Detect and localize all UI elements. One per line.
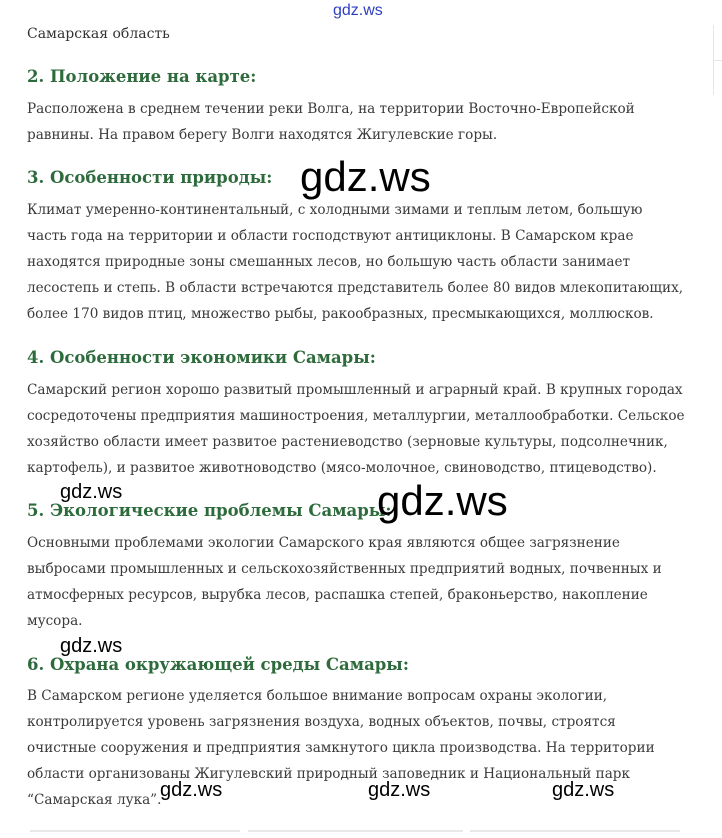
section-heading-economy: 4. Особенности экономики Самары:	[27, 348, 376, 367]
text-line: очистные сооружения и предприятия замкнутого цикла производства. На территории	[27, 740, 655, 756]
text-line: области организованы Жигулевский природный заповедник и Национальный парк	[27, 766, 631, 782]
intro-text: Самарская область	[27, 26, 170, 42]
section-heading-ecology: 5. Экологические проблемы Самары:	[27, 501, 392, 520]
text-line: Расположена в среднем течении реки Волга, на территории Восточно-Европейской	[27, 101, 635, 117]
watermark: gdz.ws	[368, 779, 431, 801]
text-line: атмосферных ресурсов, вырубка лесов, распашка степей, браконьерство, накопление	[27, 587, 648, 603]
right-edge-panel-inner	[713, 60, 722, 91]
footer-divider	[248, 830, 463, 832]
footer-divider	[470, 830, 680, 832]
text-line: сосредоточены предприятия машиностроения, металлургии, металлообработки. Сельское	[27, 408, 685, 424]
text-line: лесостепь и степь. В области встречаются представитель более 80 видов млекопитающих,	[27, 280, 684, 296]
section-heading-protection: 6. Охрана окружающей среды Самары:	[27, 655, 409, 674]
watermark-top: gdz.ws	[333, 2, 383, 19]
section-heading-location: 2. Положение на карте:	[27, 67, 257, 86]
text-line: Основными проблемами экологии Самарского края являются общее загрязнение	[27, 535, 620, 551]
watermark: gdz.ws	[552, 779, 615, 801]
watermark: gdz.ws	[377, 477, 508, 524]
watermark: gdz.ws	[300, 153, 431, 200]
watermark: gdz.ws	[160, 779, 223, 801]
watermark: gdz.ws	[60, 481, 123, 503]
text-line: Климат умеренно-континентальный, с холодными зимами и теплым летом, большую	[27, 202, 643, 218]
watermark: gdz.ws	[60, 635, 123, 657]
text-line: более 170 видов птиц, множество рыбы, ракообразных, пресмыкающихся, моллюсков.	[27, 306, 654, 322]
footer-divider	[30, 830, 240, 832]
text-line: хозяйство области имеет развитое растениеводство (зерновые культуры, подсолнечник,	[27, 434, 668, 450]
text-line: Самарский регион хорошо развитый промышленный и аграрный край. В крупных городах	[27, 382, 683, 398]
text-line: картофель), и развитое животноводство (мясо-молочное, свиноводство, птицеводство).	[27, 460, 657, 476]
text-line: выбросами промышленных и сельскохозяйственных предприятий водных, почвенных и	[27, 561, 662, 577]
text-line: “Самарская лука”.	[27, 792, 162, 808]
text-line: находятся природные зоны смешанных лесов, но большую часть области занимает	[27, 254, 631, 270]
text-line: часть года на территории и области господствуют антициклоны. В Самарском крае	[27, 228, 634, 244]
text-line: контролируется уровень загрязнения воздуха, водных объектов, почвы, строятся	[27, 714, 616, 730]
text-line: равнины. На правом берегу Волги находятся Жигулевские горы.	[27, 127, 498, 143]
section-text-location	[27, 96, 692, 148]
section-text-ecology	[27, 530, 692, 634]
section-heading-nature: 3. Особенности природы:	[27, 168, 273, 187]
section-text-economy	[27, 377, 692, 481]
text-line: мусора.	[27, 613, 83, 629]
text-line: В Самарском регионе уделяется большое внимание вопросам охраны экологии,	[27, 688, 608, 704]
section-text-nature	[27, 197, 692, 327]
